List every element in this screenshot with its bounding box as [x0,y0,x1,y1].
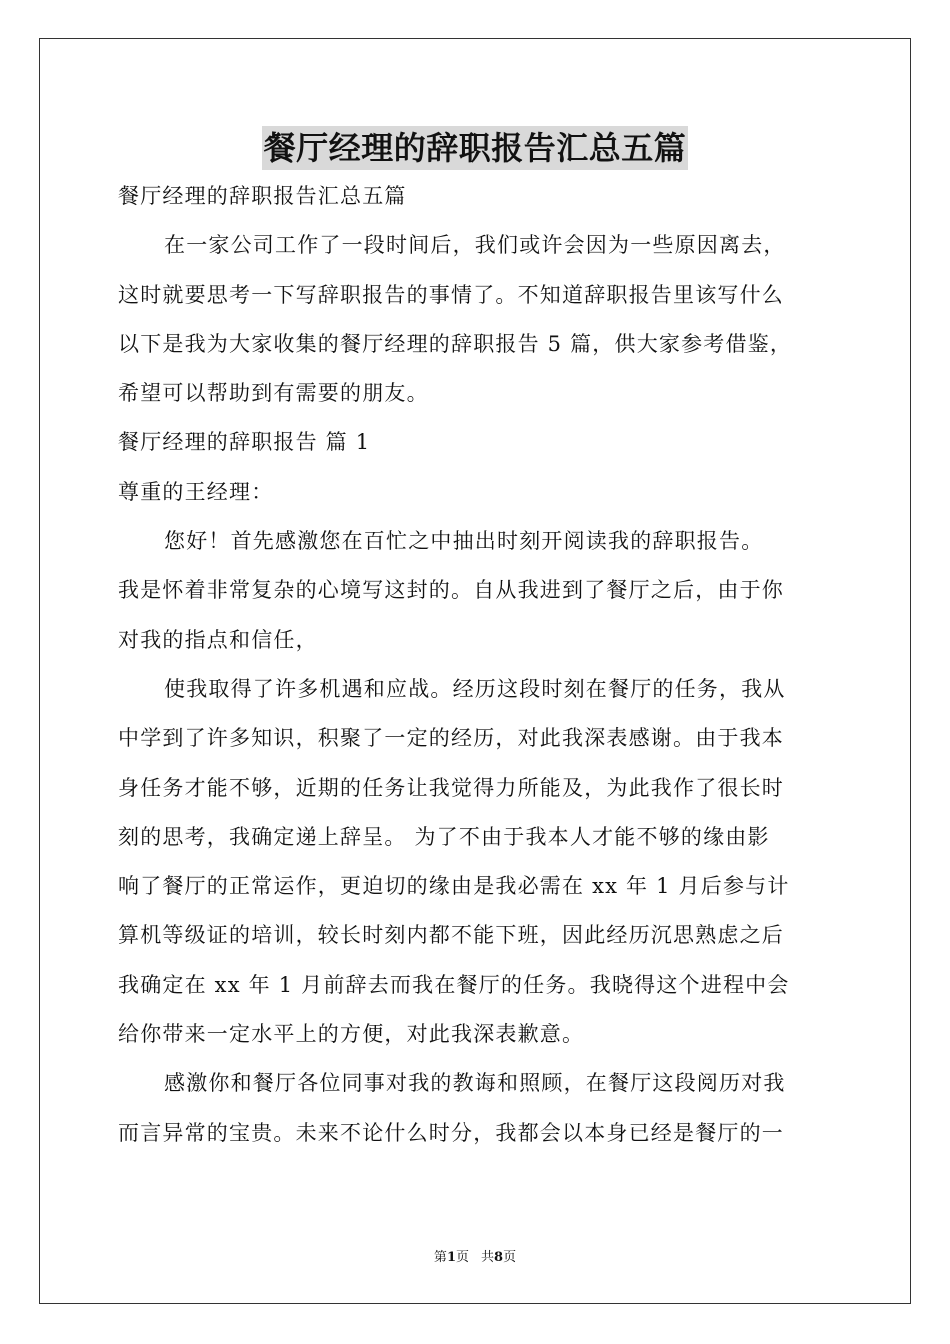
text-line: 响了餐厅的正常运作，更迫切的缘由是我必需在 xx 年 1 月后参与计 [118,874,790,899]
total-suffix: 页 [503,1250,517,1265]
text-line: 给你带来一定水平上的方便，对此我深表歉意。 [118,1022,585,1047]
text-line: 这时就要思考一下写辞职报告的事情了。不知道辞职报告里该写什么 [118,282,784,307]
page-prefix: 第 [433,1250,447,1265]
page-footer [0,1246,950,1265]
total-prefix: 共 [481,1250,495,1265]
text-line: 餐厅经理的辞职报告 篇 1 [118,430,371,455]
text-line: 我确定在 xx 年 1 月前辞去而我在餐厅的任务。我晓得这个进程中会 [118,972,790,997]
text-line: 希望可以帮助到有需要的朋友。 [118,381,429,406]
text-line: 算机等级证的培训，较长时刻内都不能下班，因此经历沉思熟虑之后 [118,923,784,948]
text-line: 餐厅经理的辞职报告汇总五篇 [118,184,407,208]
text-line: 对我的指点和信任， [118,627,318,652]
text-line: 身任务才能不够，近期的任务让我觉得力所能及，为此我作了很长时 [118,775,784,800]
current-page-number: 1 [446,1250,456,1265]
text-line: 您好！首先感激您在百忙之中抽出时刻开阅读我的辞职报告。 [164,529,764,554]
text-line: 中学到了许多知识，积聚了一定的经历，对此我深表感谢。由于我本 [118,726,784,751]
total-page-number: 8 [494,1250,504,1265]
document-title: 餐厅经理的辞职报告汇总五篇 [262,126,689,170]
text-line: 我是怀着非常复杂的心境写这封的。自从我进到了餐厅之后，由于你 [118,578,784,603]
title-wrap [0,126,950,170]
text-line: 感激你和餐厅各位同事对我的教诲和照顾，在餐厅这段阅历对我 [164,1071,786,1096]
page-suffix: 页 [455,1250,469,1265]
document-body [118,172,834,1158]
text-line: 使我取得了许多机遇和应战。经历这段时刻在餐厅的任务，我从 [164,676,786,701]
text-line: 尊重的王经理： [118,479,274,504]
text-line: 而言异常的宝贵。未来不论什么时分，我都会以本身已经是餐厅的一 [118,1120,784,1145]
text-line: 以下是我为大家收集的餐厅经理的辞职报告 5 篇，供大家参考借鉴， [118,331,793,356]
text-line: 刻的思考，我确定递上辞呈。 为了不由于我本人才能不够的缘由影 [118,824,770,849]
text-line: 在一家公司工作了一段时间后，我们或许会因为一些原因离去， [164,233,786,258]
